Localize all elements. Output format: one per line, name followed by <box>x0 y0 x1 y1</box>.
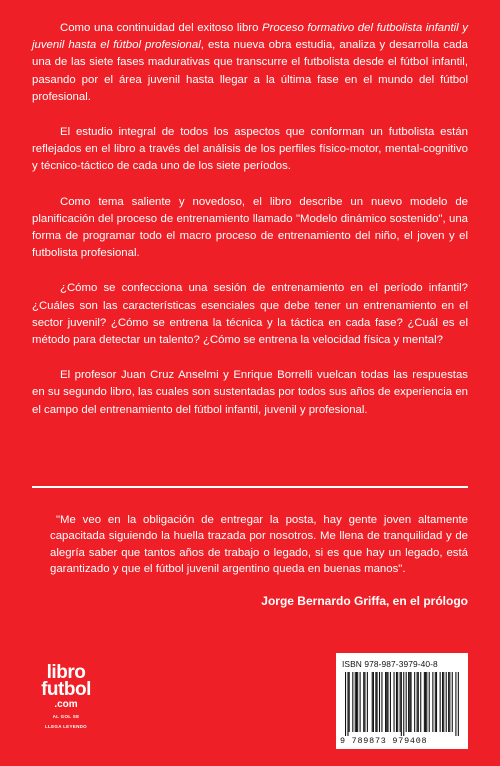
barcode-bar <box>347 672 348 736</box>
barcode-bar <box>432 672 433 732</box>
barcode-bar <box>442 672 443 732</box>
logo-domain: .com <box>54 699 78 710</box>
barcode-bar <box>355 672 356 732</box>
barcode-bar <box>385 672 386 732</box>
quote-author: Jorge Bernardo Griffa, en el prólogo <box>261 594 468 608</box>
prologue-quote: "Me veo en la obligación de entregar la posta, hay gente joven altamente capacitada siguiendo la huella trazada por nosotros. Me llena de tranquilidad y de alegría saber que tantos años de trabajo o legado, si es que hay un legado, está garantizado y que el fútbol juvenil argentino queda en buenas manos". <box>50 514 468 576</box>
barcode-bar <box>408 672 409 732</box>
logo-wordmark-line1: libro <box>46 662 86 683</box>
barcode-bar <box>446 672 447 732</box>
barcode-bar <box>390 672 391 732</box>
barcode-bar <box>375 672 376 732</box>
logo-slogan-line2: LLEGA LEYENDO <box>45 724 87 729</box>
previous-book-title: Proceso formativo del futbolista infantil y juvenil hasta el fútbol profesional <box>32 22 468 52</box>
synopsis <box>32 20 468 437</box>
synopsis-paragraph-4: ¿Cómo se confecciona una sesión de entrenamiento en el período infantil? ¿Cuáles son las características esenciales que debe tener un entrenamiento en el sector juvenil? ¿Cómo se entrena la técnica y la táctica en cada fase? ¿Cuál es el método para detectar un talento? ¿Cómo se entrena la velocidad física y mental? <box>32 282 468 347</box>
barcode-bar <box>356 672 357 732</box>
barcode-bar <box>377 672 378 732</box>
barcode-bar <box>373 672 374 732</box>
barcode-bar <box>448 672 449 732</box>
barcode-bar <box>414 672 415 732</box>
barcode-bar <box>435 672 436 732</box>
barcode-icon <box>345 672 459 736</box>
barcode-bar <box>417 672 418 732</box>
barcode-bar <box>357 672 358 732</box>
barcode-bar <box>400 672 401 732</box>
barcode-bar <box>396 672 397 732</box>
isbn-label: ISBN 978-987-3979-40-8 <box>342 659 438 669</box>
barcode-bar <box>394 672 395 732</box>
barcode-bar <box>424 672 425 732</box>
section-divider <box>32 486 468 488</box>
barcode-bar <box>452 672 453 732</box>
barcode-bar <box>458 672 459 736</box>
barcode-bar <box>386 672 387 732</box>
barcode-bar <box>397 672 398 732</box>
barcode-bar <box>401 672 402 736</box>
publisher-logo <box>26 664 106 730</box>
barcode-digits: 9 789873 979408 <box>340 736 428 746</box>
barcode-bar <box>440 672 441 732</box>
barcode-bar <box>410 672 411 732</box>
synopsis-paragraph-3: Como tema saliente y novedoso, el libro describe un nuevo modelo de planificación del proceso de entrenamiento llamado "Modelo dinámico sostenido", una forma de programar todo el macro proceso de entrenamiento del niño, el joven y el futbolista profesional. <box>32 195 468 260</box>
logo-slogan-line1: AL GOL SE <box>52 714 80 719</box>
barcode-bar <box>449 672 450 732</box>
barcode-bar <box>364 672 365 732</box>
barcode-bar <box>345 672 346 736</box>
barcode-bar <box>425 672 426 732</box>
barcode-bar <box>372 672 373 732</box>
barcode-bar <box>367 672 368 732</box>
barcode-bar <box>420 672 421 732</box>
barcode-bar <box>429 672 430 732</box>
barcode-bar <box>349 672 350 732</box>
barcode-bar <box>409 672 410 732</box>
barcode-bar <box>352 672 353 732</box>
barcode-bar <box>363 672 364 732</box>
synopsis-paragraph-2: El estudio integral de todos los aspectos que conforman un futbolista están reflejados en el libro a través del análisis de los perfiles físico-motor, mental-cognitivo y técnico-táctico de cada uno de los siete períodos. <box>32 126 468 173</box>
synopsis-paragraph-1: Como una continuidad del exitoso libro Proceso formativo del futbolista infantil y juvenil hasta el fútbol profesional, esta nueva obra estudia, analiza y desarrolla cada una de las siete fases madurativas que transcurre el futbolista desde el fútbol infantil, pasando por el área juvenil hasta llegar a la última fase en el mundo del fútbol profesional. <box>32 22 468 103</box>
barcode-bar <box>436 672 437 732</box>
barcode-bar <box>387 672 388 732</box>
isbn-barcode-box <box>336 653 468 749</box>
logo-wordmark-line2: futbol <box>41 679 91 700</box>
barcode-bar <box>360 672 361 732</box>
synopsis-paragraph-5: El profesor Juan Cruz Anselmi y Enrique Borrelli vuelcan todas las respuestas en su segundo libro, las cuales son sustentadas por todos sus años de experiencia en el campo del entrenamiento del fútbol infantil, juvenil y profesional. <box>32 369 468 416</box>
barcode-bar <box>426 672 427 732</box>
barcode-bar <box>379 672 380 732</box>
barcode-bar <box>381 672 382 732</box>
barcode-bar <box>406 672 407 732</box>
barcode-bar <box>455 672 456 736</box>
barcode-bar <box>418 672 419 732</box>
barcode-bar <box>403 672 404 736</box>
barcode-bar <box>443 672 444 732</box>
